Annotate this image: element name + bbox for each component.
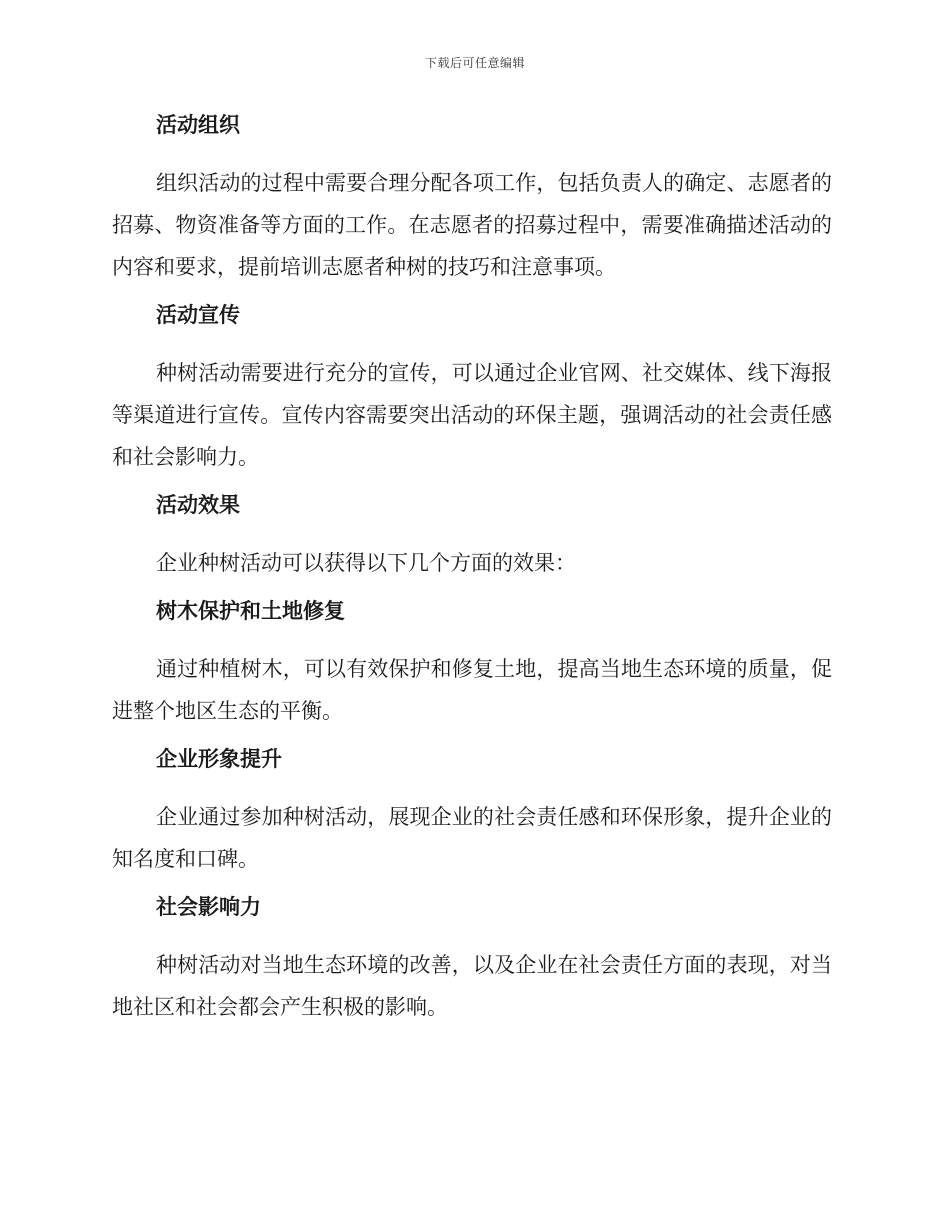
section-paragraph: 通过种植树木，可以有效保护和修复土地，提高当地生态环境的质量，促进整个地区生态的平衡。 bbox=[112, 657, 832, 723]
section-heading: 树木保护和土地修复 bbox=[156, 599, 345, 623]
section-heading: 活动组织 bbox=[156, 113, 240, 137]
page-header: 下载后可任意编辑 bbox=[424, 56, 525, 70]
section-heading: 活动宣传 bbox=[156, 303, 240, 327]
section-paragraph: 种树活动对当地生态环境的改善，以及企业在社会责任方面的表现，对当地社区和社会都会产生积极的影响。 bbox=[112, 953, 832, 1019]
section-paragraph: 种树活动需要进行充分的宣传，可以通过企业官网、社交媒体、线下海报等渠道进行宣传。宣传内容需要突出活动的环保主题，强调活动的社会责任感和社会影响力。 bbox=[112, 361, 832, 469]
document-body bbox=[112, 110, 832, 1040]
section-heading: 活动效果 bbox=[156, 493, 240, 517]
section-paragraph: 组织活动的过程中需要合理分配各项工作，包括负责人的确定、志愿者的招募、物资准备等方面的工作。在志愿者的招募过程中，需要准确描述活动的内容和要求，提前培训志愿者种树的技巧和注意事项。 bbox=[112, 171, 832, 279]
section-heading: 企业形象提升 bbox=[156, 747, 282, 771]
section-paragraph: 企业通过参加种树活动，展现企业的社会责任感和环保形象，提升企业的知名度和口碑。 bbox=[112, 805, 832, 871]
section-heading: 社会影响力 bbox=[156, 895, 261, 919]
section-paragraph: 企业种树活动可以获得以下几个方面的效果： bbox=[156, 551, 576, 575]
